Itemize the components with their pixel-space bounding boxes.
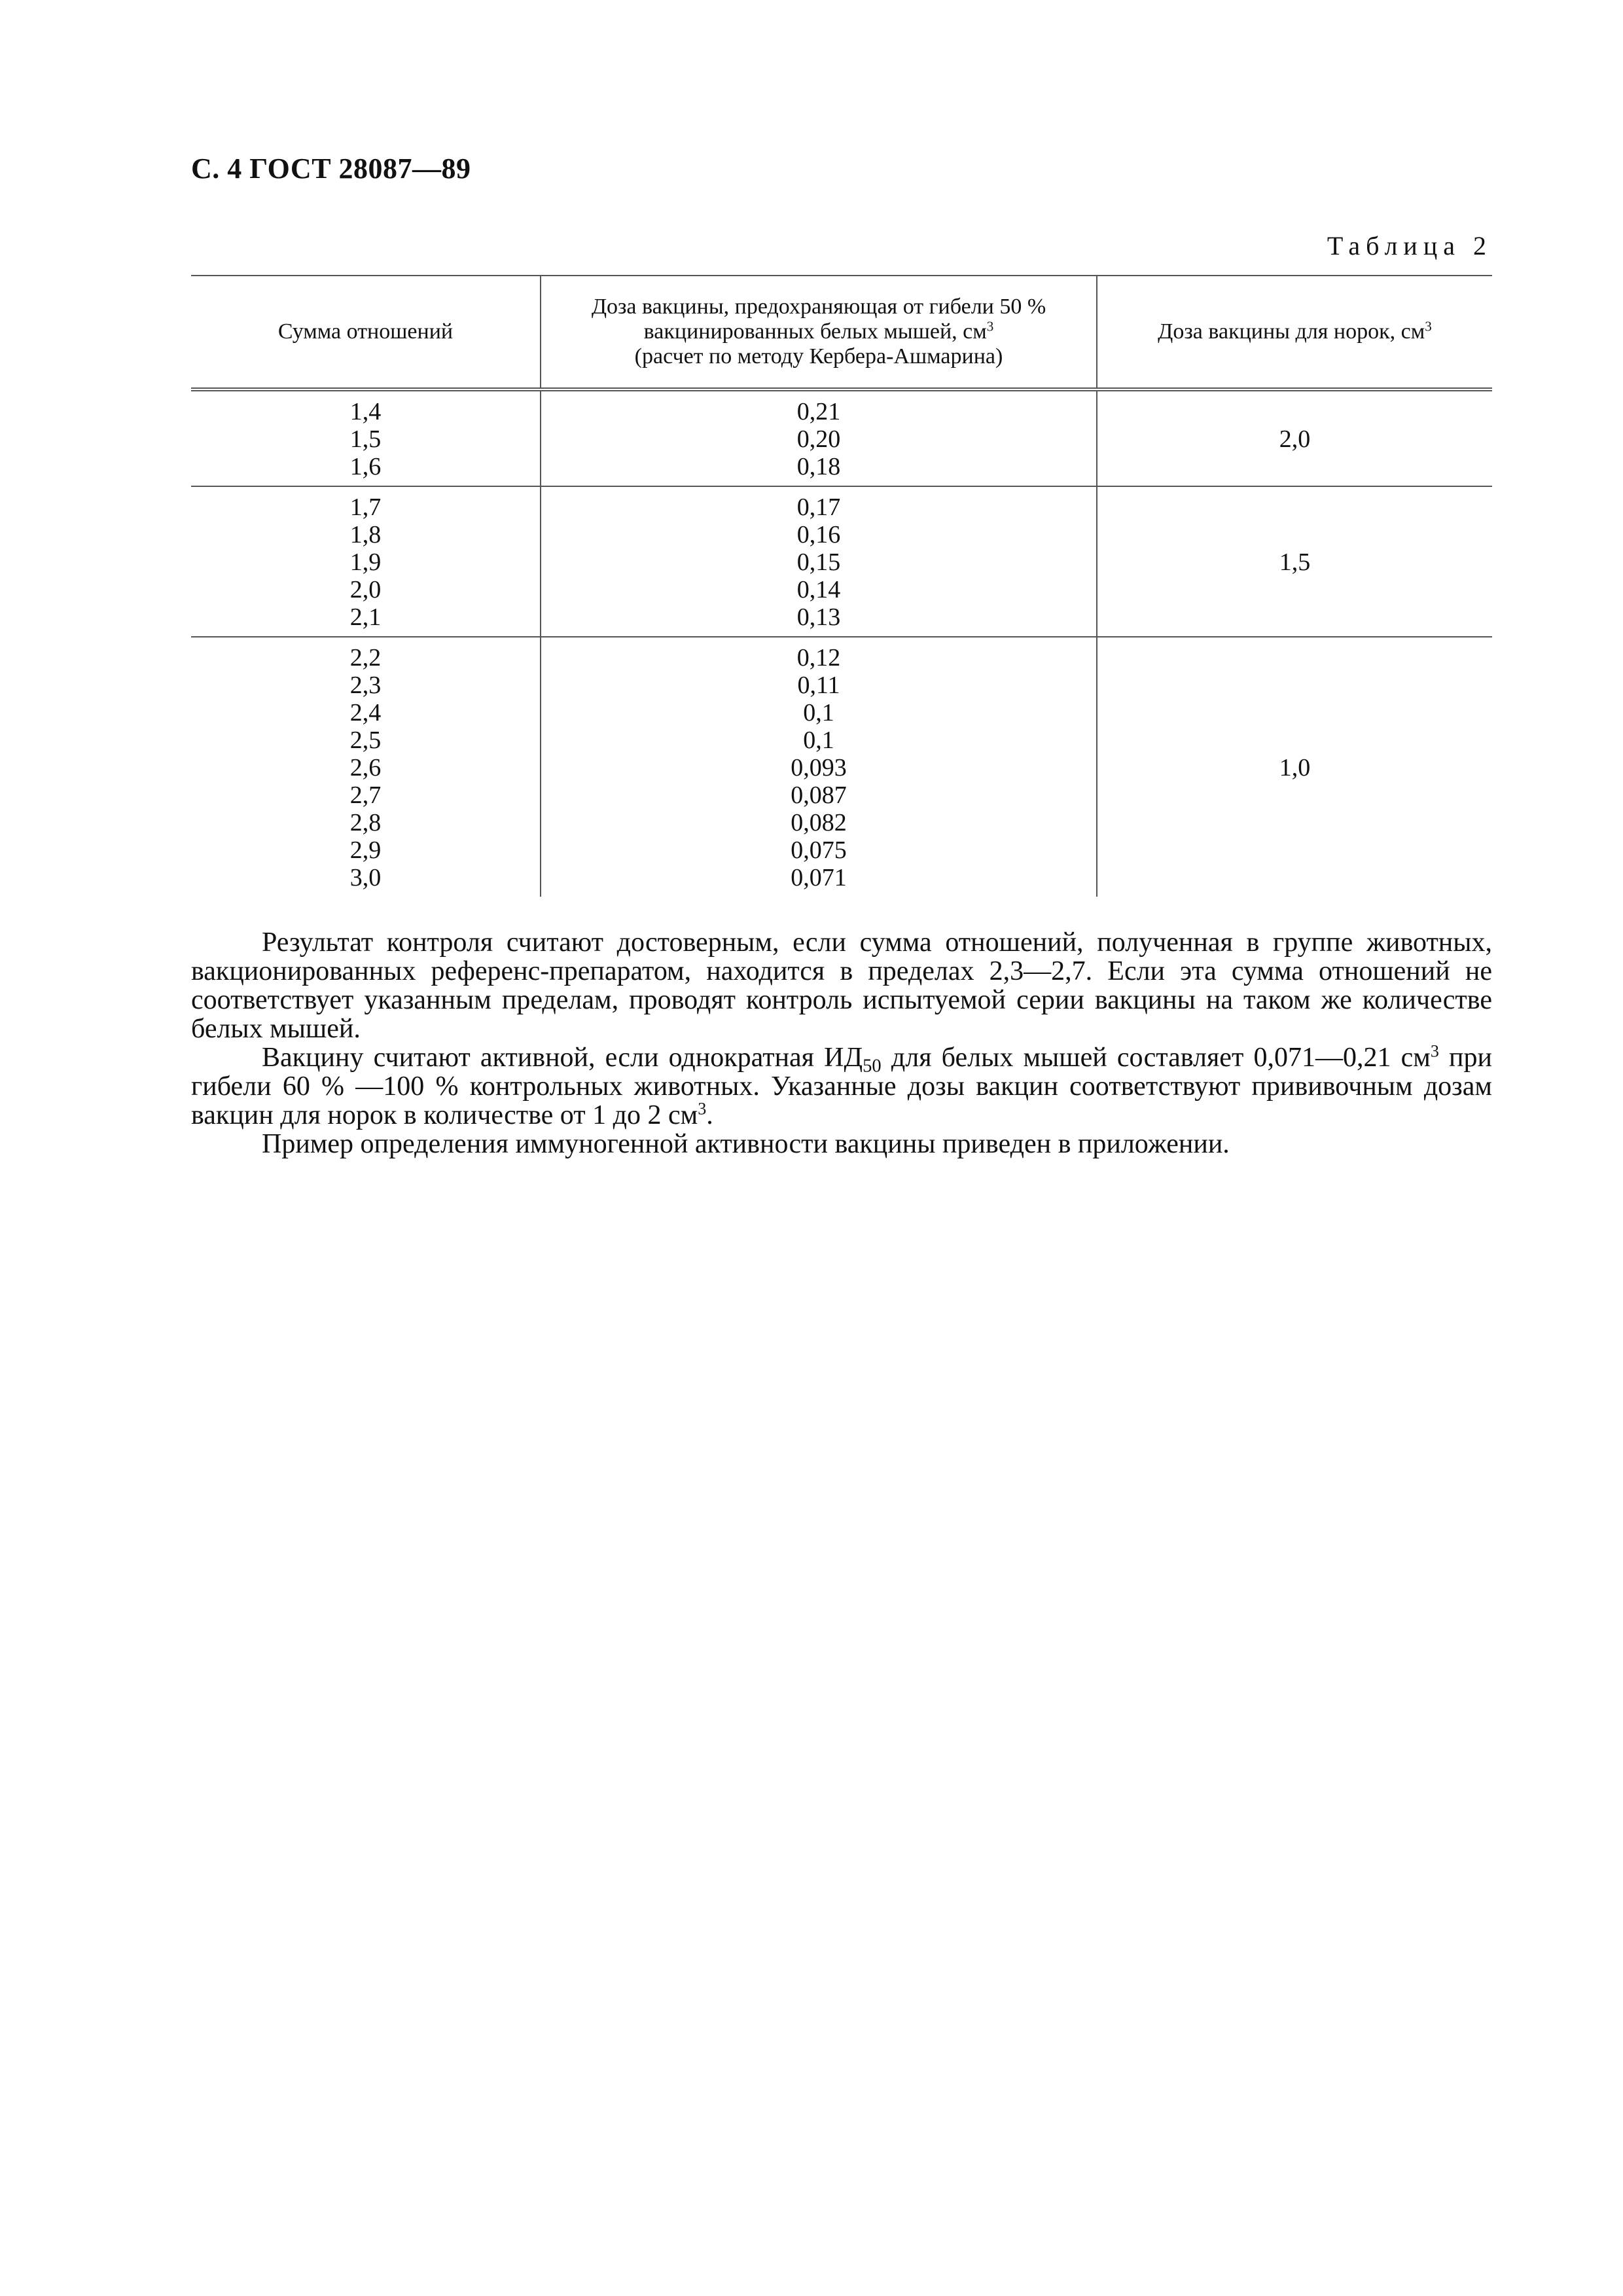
- header-mouse-dose: [541, 276, 1097, 389]
- sum-ratio-value: 2,5: [349, 726, 382, 754]
- dose-table-container: [191, 275, 1492, 897]
- sum-ratio-value: 1,4: [349, 398, 382, 425]
- cell-mouse-dose: [541, 389, 1097, 486]
- id50-subscript: 50: [863, 1056, 882, 1077]
- sum-ratio-value: 2,0: [349, 576, 382, 603]
- activity-text-c: при гибели 60 % —100 % контрольных животных. Указанные дозы вакцин соответствуют прививочным дозам вакцин для норок в количестве от 1 до 2 см: [191, 1043, 1492, 1130]
- mouse-dose-value: 0,14: [796, 576, 841, 603]
- mouse-dose-value: 0,082: [791, 809, 847, 836]
- mouse-dose-value: 0,075: [791, 836, 847, 864]
- mouse-dose-value: 0,11: [797, 672, 840, 699]
- cm3-superscript-2: 3: [698, 1099, 707, 1119]
- mouse-dose-value: 0,1: [803, 726, 834, 754]
- mouse-dose-value: 0,17: [796, 493, 841, 521]
- sum-ratio-value: 3,0: [349, 864, 382, 891]
- sum-ratio-value: 2,8: [349, 809, 382, 836]
- table-row: [191, 486, 1492, 637]
- table-caption: Таблица 2: [1327, 231, 1492, 260]
- cell-mink-dose: 1,0: [1097, 637, 1492, 897]
- sum-ratio-value: 2,9: [349, 836, 382, 864]
- activity-text-d: .: [706, 1100, 713, 1130]
- header-mouse-dose-line3: (расчет по методу Кербера-Ашмарина): [634, 344, 1003, 368]
- sum-ratio-value: 2,7: [349, 781, 382, 809]
- header-sum-ratios: [191, 276, 541, 389]
- page-header: С. 4 ГОСТ 28087—89: [191, 152, 471, 185]
- mouse-dose-value: 0,093: [791, 754, 847, 781]
- activity-text-b: для белых мышей составляет 0,071—0,21 см: [881, 1043, 1431, 1073]
- dose-table: [191, 275, 1492, 897]
- paragraph-vaccine-activity: [191, 1043, 1492, 1130]
- table-row: [191, 637, 1492, 897]
- header-mouse-dose-line2: вакцинированных белых мышей, см: [643, 319, 987, 344]
- sum-ratio-value: 2,1: [349, 603, 382, 631]
- cell-mouse-dose: [541, 637, 1097, 897]
- sum-ratio-value: 2,4: [349, 699, 382, 726]
- header-mouse-dose-line1: Доза вакцины, предохраняющая от гибели 50 %: [591, 295, 1046, 319]
- header-sum-ratios-label: Сумма отношений: [277, 319, 454, 344]
- cell-mink-dose: 2,0: [1097, 389, 1492, 486]
- sum-ratio-value: 1,8: [349, 521, 382, 548]
- sum-ratio-value: 1,9: [349, 548, 382, 576]
- cell-sum-ratios: [191, 486, 541, 637]
- paragraph-result-validity: Результат контроля считают достоверным, если сумма отношений, полученная в группе животных, вакционированных референс-препаратом, находится в пределах 2,3—2,7. Если эта сумма отношений не соответствует указанным пределам, проводят контроль испытуемой серии вакцины на таком же количестве белых мышей.: [191, 927, 1492, 1044]
- sum-ratio-value: 2,3: [349, 672, 382, 699]
- cell-sum-ratios: [191, 637, 541, 897]
- mouse-dose-value: 0,18: [796, 453, 841, 480]
- sum-ratio-value: 1,7: [349, 493, 382, 521]
- cm3-superscript-1: 3: [1430, 1041, 1439, 1061]
- mouse-dose-value: 0,087: [791, 781, 847, 809]
- sum-ratio-value: 2,6: [349, 754, 382, 781]
- header-mink-dose: [1097, 276, 1492, 389]
- mouse-dose-value: 0,12: [796, 644, 841, 672]
- mouse-dose-value: 0,20: [796, 425, 841, 453]
- mouse-dose-value: 0,1: [803, 699, 834, 726]
- table-row: [191, 389, 1492, 486]
- sum-ratio-value: 2,2: [349, 644, 382, 672]
- cell-mouse-dose: [541, 486, 1097, 637]
- activity-text-a: Вакцину считают активной, если однократная ИД: [262, 1043, 863, 1073]
- header-mouse-dose-sup: 3: [986, 318, 994, 334]
- table-header: [191, 276, 1492, 389]
- mouse-dose-value: 0,16: [796, 521, 841, 548]
- mouse-dose-value: 0,21: [796, 398, 841, 425]
- paragraph-example-reference: Пример определения иммуногенной активности вакцины приведен в приложении.: [262, 1129, 1230, 1159]
- header-mink-dose-sup: 3: [1425, 318, 1432, 334]
- mouse-dose-value: 0,13: [796, 603, 841, 631]
- mouse-dose-value: 0,071: [791, 864, 847, 891]
- table-header-row: [191, 276, 1492, 389]
- body-text: [191, 928, 1492, 1158]
- sum-ratio-value: 1,6: [349, 453, 382, 480]
- cell-mink-dose: 1,5: [1097, 486, 1492, 637]
- header-mink-dose-label: Доза вакцины для норок, см: [1158, 319, 1425, 344]
- cell-sum-ratios: [191, 389, 541, 486]
- mouse-dose-value: 0,15: [796, 548, 841, 576]
- table-body: [191, 389, 1492, 897]
- sum-ratio-value: 1,5: [349, 425, 382, 453]
